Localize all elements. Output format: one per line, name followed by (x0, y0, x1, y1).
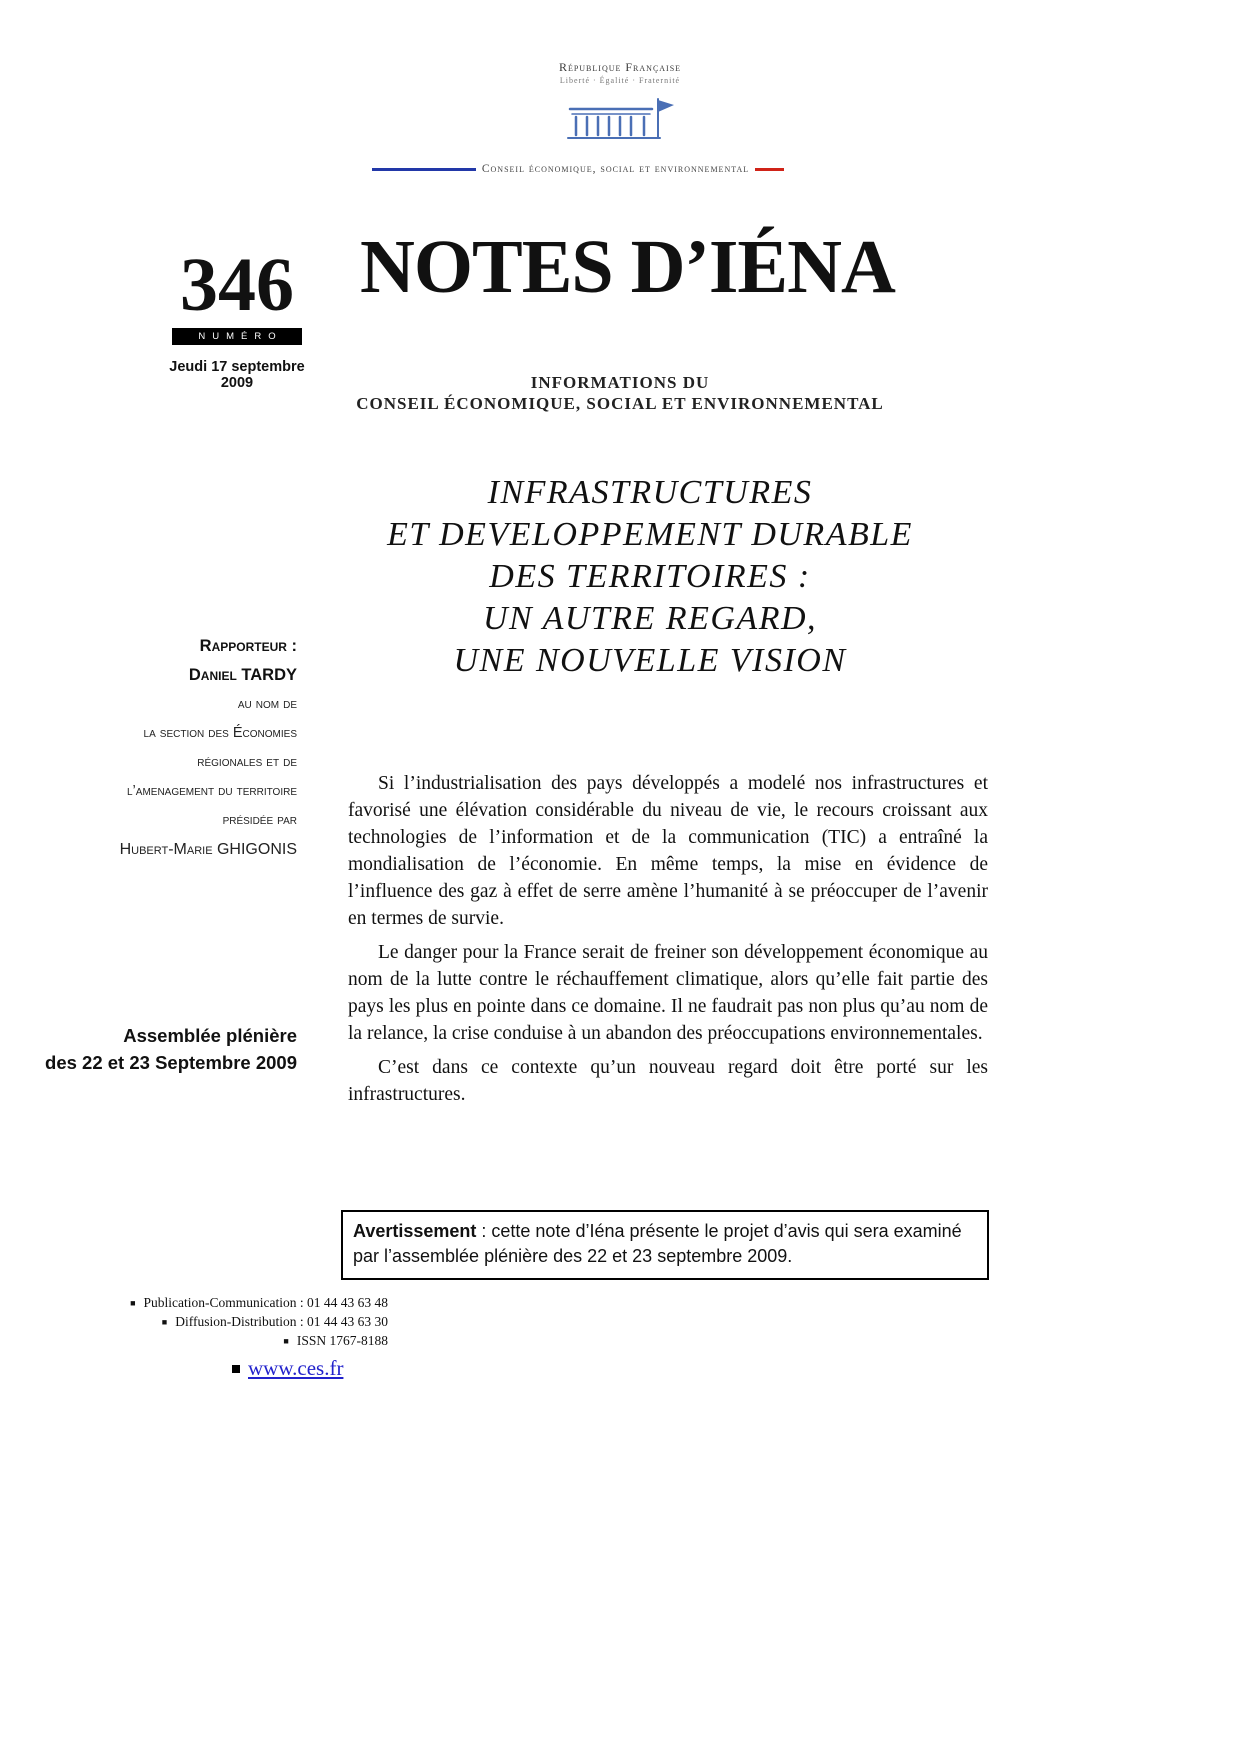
rule-red-segment (755, 168, 784, 171)
section-president-name: Hubert-Marie GHIGONIS (119, 841, 297, 858)
republique-motto: Liberté · Égalité · Fraternité (559, 76, 681, 85)
sidebar-line: l’amenagement du territoire (127, 783, 297, 799)
article-title-line: DES TERRITOIRES : (489, 558, 811, 595)
sidebar-line: au nom de (237, 696, 297, 712)
square-bullet-icon (232, 1365, 240, 1373)
issn-number: ISSN 1767-8188 (296, 1333, 388, 1348)
website-link[interactable]: www.ces.fr (248, 1356, 344, 1380)
issue-block (157, 243, 317, 391)
sidebar-line: régionales et de (197, 754, 297, 770)
avertissement-label: Avertissement (353, 1221, 477, 1241)
publication-communication: Publication-Communication : 01 44 43 63 48 (143, 1295, 388, 1310)
footer-contact-line (40, 1332, 388, 1351)
sidebar-line: présidée par (222, 812, 297, 828)
body-paragraph: Si l’industrialisation des pays développés a modelé nos infrastructures et favorisé une élévation considérable du niveau de vie, le recours croissant aux technologies de l’information et de la communication (TIC) a entraîné la mondialisation de l’économie. En même temps, la mise en évidence de l’influence des gaz à effet de serre amène l’humanité à se préoccuper de l’avenir en termes de survie. (348, 773, 988, 929)
diffusion-distribution: Diffusion-Distribution : 01 44 43 63 30 (175, 1314, 388, 1329)
body-paragraph: C’est dans ce contexte qu’un nouveau regard doit être porté sur les infrastructures. (348, 1057, 988, 1105)
palais-iena-logo-icon (470, 89, 770, 154)
republique-title: République Française (558, 60, 682, 74)
article-title-line: INFRASTRUCTURES (487, 474, 813, 511)
masthead-subtitle (320, 372, 920, 414)
masthead-subtitle-line2: CONSEIL ÉCONOMIQUE, SOCIAL ET ENVIRONNEMENTAL (356, 394, 884, 413)
rule-blue-segment (372, 168, 476, 171)
plenary-session-line2: des 22 et 23 Septembre 2009 (45, 1052, 297, 1073)
rapporteur-sidebar (40, 632, 297, 864)
footer-contacts (40, 1294, 388, 1351)
plenary-session-line1: Assemblée plénière (123, 1025, 297, 1046)
issue-date: Jeudi 17 septembre 2009 (169, 358, 305, 391)
footer-contact-line (40, 1313, 388, 1332)
rapporteur-label: Rapporteur : (199, 637, 297, 655)
article-title-line: UN AUTRE REGARD, (482, 600, 818, 637)
rapporteur-name: Daniel TARDY (188, 666, 297, 684)
article-title (330, 472, 970, 682)
org-caption-rule (372, 163, 784, 175)
masthead-subtitle-line1: INFORMATIONS DU (530, 373, 710, 392)
footer-contact-line (40, 1294, 388, 1313)
issue-number: 346 (180, 243, 294, 327)
article-title-line: UNE NOUVELLE VISION (453, 642, 847, 679)
sidebar-line: la section des Économies (143, 725, 297, 741)
avertissement-box (341, 1210, 989, 1280)
website-row (232, 1356, 343, 1381)
republique-logo-block (470, 60, 770, 154)
numero-label-bar: NUMÉRO (172, 328, 302, 345)
body-paragraph: Le danger pour la France serait de freiner son développement économique au nom de la lutte contre le réchauffement climatique, alors qu’elle fait partie des pays les plus en pointe dans ce domaine. Il ne faudrait pas non plus qu’au nom de la relance, la crise conduise à un abandon des préoccupations environnementales. (348, 942, 988, 1044)
article-body (348, 770, 988, 1115)
org-caption: Conseil économique, social et environnemental (481, 163, 750, 175)
plenary-session-note (40, 1022, 297, 1076)
article-title-line: ET DEVELOPPEMENT DURABLE (387, 516, 913, 553)
masthead-title: NOTES D’IÉNA (360, 225, 895, 309)
avertissement-text: : cette note d’Iéna présente le projet d’avis qui sera examiné par l’assemblée plénière des 22 et 23 septembre 2009. (353, 1221, 962, 1266)
